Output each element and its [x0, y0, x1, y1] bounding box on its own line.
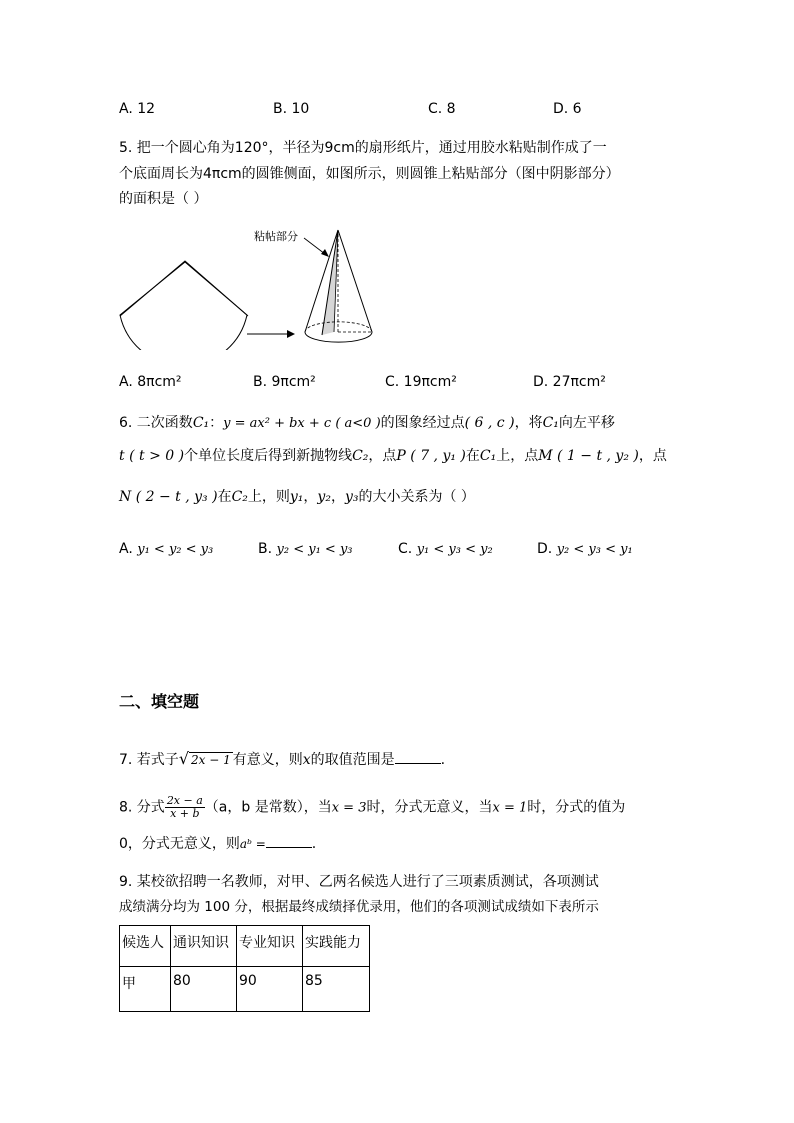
q6-y3: y₃ — [344, 489, 359, 505]
q6-l2a: 个单位长度后得到新抛物线 — [184, 448, 353, 464]
q8-denominator: x + b — [170, 807, 200, 820]
q8-fraction — [165, 795, 205, 820]
base-front — [305, 332, 372, 342]
q5-text-line1: 5. 把一个圆心角为120°，半径为9cm的扇形纸片，通过用胶水粘贴制作成了一 — [119, 140, 607, 156]
q6-l3a: 在 — [217, 489, 232, 505]
q6-line3 — [119, 486, 475, 506]
q4-option-a: A. 12 — [119, 101, 156, 117]
q7-a: 7. 若式子 — [119, 752, 179, 768]
q8-d: 时，分式的值为 — [527, 799, 626, 816]
table-header-row — [120, 926, 370, 967]
q7-line — [119, 749, 445, 769]
q6-l2c: 在 — [465, 448, 480, 464]
q8-ab: aᵇ = — [239, 837, 266, 851]
q7-b: 有意义，则 — [232, 752, 303, 768]
sector-shape — [120, 262, 247, 350]
table-cell: 90 — [237, 967, 303, 1012]
q9-text-line2: 成绩满分均为 100 分，根据最终成绩择优录用，他们的各项测试成绩如下表所示 — [119, 899, 599, 915]
score-table — [119, 925, 370, 1012]
q7-radicand: 2x − 1 — [191, 753, 231, 767]
q5-option-b: B. 9πcm² — [253, 374, 316, 390]
q6-c2: C₂ — [352, 448, 369, 464]
q6-c1: C₁ — [192, 415, 210, 431]
q6-l3-c2: C₂ — [231, 489, 248, 505]
q6-line2 — [119, 445, 667, 465]
q6-l2-c1: C₁ — [479, 448, 497, 464]
q7-d: . — [440, 752, 446, 768]
q6-l1d: 向左平移 — [558, 415, 615, 431]
q6-colon: ： — [209, 415, 224, 431]
label-pointer — [304, 238, 325, 254]
q8-b: （a，b 是常数），当 — [204, 799, 332, 816]
q4-option-d: D. 6 — [553, 101, 582, 117]
q9-text-line1: 9. 某校欲招聘一名教师，对甲、乙两名候选人进行了三项素质测试，各项测试 — [119, 874, 599, 890]
q8-line2 — [119, 833, 316, 853]
q8-cond1: x = 3 — [331, 800, 367, 816]
q5-text-line3: 的面积是（ ） — [119, 191, 208, 207]
q7-x: x — [302, 752, 311, 768]
cone-right-edge — [338, 230, 372, 332]
q5-option-a: A. 8πcm² — [119, 374, 182, 390]
q6-option-a-letter: A. — [119, 541, 133, 557]
q7-c: 的取值范围是 — [310, 752, 395, 768]
q6-sep2: ， — [330, 489, 345, 505]
q6-equation: y = ax² + bx + c ( a<0 ) — [223, 416, 381, 431]
q6-line1 — [119, 412, 615, 432]
q4-option-b: B. 10 — [273, 101, 310, 117]
q6-l3c: 的大小关系为（ ） — [358, 489, 475, 505]
q6-y1: y₁ — [289, 489, 304, 505]
q5-text-line2: 个底面周长为4πcm的圆锥侧面，如图所示，则圆锥上粘贴部分（图中阴影部分） — [119, 166, 620, 182]
q7-answer-blank[interactable] — [395, 751, 441, 764]
q6-l1c: ，将 — [514, 415, 543, 431]
q6-p: P ( 7 , y₁ ) — [396, 448, 466, 464]
q6-l3b: 上，则 — [247, 489, 290, 505]
table-cell: 80 — [171, 967, 237, 1012]
table-header-cell: 通识知识 — [171, 926, 237, 967]
q6-option-a-expr: y₁ < y₂ < y₃ — [137, 542, 214, 557]
glue-part-label: 粘帖部分 — [254, 230, 298, 243]
q5-option-c: C. 19πcm² — [385, 374, 457, 390]
q6-l1b: 的图象经过点 — [380, 415, 465, 431]
section-heading: 二、填空题 — [119, 692, 200, 711]
q6-option-d-expr: y₂ < y₃ < y₁ — [556, 542, 633, 557]
q6-l2b: ，点 — [368, 448, 397, 464]
q8-a: 8. 分式 — [119, 799, 165, 816]
q8-cond2: x = 1 — [492, 800, 528, 816]
q6-option-c-expr: y₁ < y₃ < y₂ — [416, 542, 493, 557]
base-back — [305, 322, 372, 332]
q5-option-d: D. 27πcm² — [533, 374, 606, 390]
q6-l1a: 6. 二次函数 — [119, 415, 193, 431]
q6-y2: y₂ — [317, 489, 331, 505]
q6-option-b-expr: y₂ < y₁ < y₃ — [276, 542, 353, 557]
q8-line2-b: . — [311, 836, 317, 852]
q6-option-c — [398, 541, 493, 557]
q6-n: N ( 2 − t , y₃ ) — [119, 489, 218, 505]
q6-m: M ( 1 − t , y₂ ) — [538, 448, 639, 464]
q6-c1b: C₁ — [542, 415, 559, 431]
q6-t: t ( t > 0 ) — [119, 448, 185, 464]
table-cell: 85 — [303, 967, 370, 1012]
q6-point: ( 6 , c ) — [464, 415, 515, 431]
table-header-cell: 专业知识 — [237, 926, 303, 967]
q8-answer-blank[interactable] — [266, 835, 312, 848]
q8-line1 — [119, 795, 625, 820]
q8-line2-a: 0，分式无意义，则 — [119, 836, 240, 852]
q6-l2d: 上，点 — [496, 448, 539, 464]
q6-option-a — [119, 541, 213, 557]
q6-option-b — [258, 541, 353, 557]
sqrt-symbol: √ — [178, 749, 190, 768]
table-cell: 甲 — [120, 967, 171, 1012]
q8-c: 时，分式无意义，当 — [366, 799, 493, 816]
table-header-cell: 候选人 — [120, 926, 171, 967]
q6-option-b-letter: B. — [258, 541, 273, 557]
table-header-cell: 实践能力 — [303, 926, 370, 967]
q4-option-c: C. 8 — [428, 101, 456, 117]
q6-option-c-letter: C. — [398, 541, 413, 557]
q8-numerator: 2x − a — [166, 794, 203, 807]
table-row — [120, 967, 370, 1012]
q6-option-d — [537, 541, 633, 557]
q6-option-d-letter: D. — [537, 541, 553, 557]
q6-sep1: ， — [303, 489, 318, 505]
q6-l2e: ，点 — [638, 448, 667, 464]
